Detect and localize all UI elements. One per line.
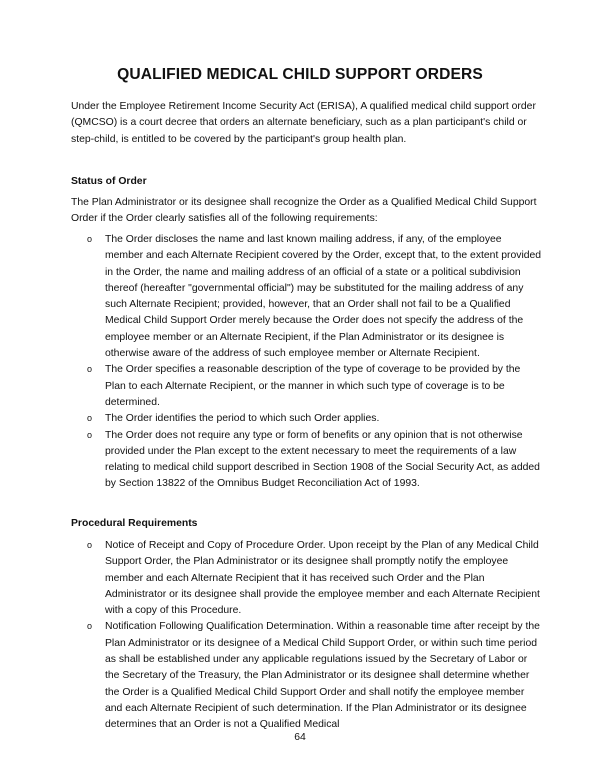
section-heading-procedural-requirements: Procedural Requirements bbox=[71, 518, 198, 529]
bullet-icon: o bbox=[87, 540, 93, 550]
bullet-icon: o bbox=[87, 621, 93, 632]
list-item bbox=[86, 232, 542, 362]
list-item bbox=[86, 411, 542, 427]
list-item-text: Notice of Receipt and Copy of Procedure Order. Upon receipt by the Plan of any Medical Child Support Order, the Plan Administrator or its designee shall promptly notify the employee member and each Alternate Recipient that it has received such Order and the Plan Administrator or its designee shall provide the employee member and each Alternate Recipient with a copy of this Procedure. bbox=[105, 540, 540, 617]
bullet-icon: o bbox=[87, 234, 93, 244]
intro-paragraph: Under the Employee Retirement Income Security Act (ERISA), A qualified medical child support order (QMCSO) is a court decree that orders an alternate beneficiary, such as a plan participant's child or step-child, is entitled to be covered by the participant's group health plan. bbox=[71, 101, 536, 145]
page-number: 64 bbox=[294, 732, 306, 743]
procedural-requirements-list bbox=[86, 538, 542, 734]
bullet-icon: o bbox=[87, 364, 93, 375]
bullet-icon: o bbox=[87, 429, 93, 440]
bullet-icon: o bbox=[87, 413, 93, 424]
page-title: QUALIFIED MEDICAL CHILD SUPPORT ORDERS bbox=[117, 66, 483, 83]
status-of-order-paragraph: The Plan Administrator or its designee shall recognize the Order as a Qualified Medical Child Support Order if the Order clearly satisfies all of the following requirements: bbox=[71, 197, 537, 225]
list-item-text: Notification Following Qualification Determination. Within a reasonable time after receipt by the Plan Administrator or its designee of a Medical Child Support Order, or within such time period as shall be established under any applicable regulations issued by the Secretary of Labor or the Secretary of the Treasury, the Plan Administrator or its designee shall determine whether the Order is a Qualified Medical Child Support Order and shall notify the employee member and each Alternate Recipient of such determination. If the Plan Administrator or its designee determines that an Order is not a Qualified Medical bbox=[105, 621, 540, 731]
list-item bbox=[86, 538, 542, 619]
list-item-text: The Order specifies a reasonable description of the type of coverage to be provided by the Plan to each Alternate Recipient, or the manner in which such type of coverage is to be determined. bbox=[105, 364, 521, 408]
list-item-text: The Order discloses the name and last known mailing address, if any, of the employee member and each Alternate Recipient covered by the Order, except that, to the extent provided in the Order, the name and mailing address of an official of a state or a political subdivision thereof (hereafter "governmental official") may be substituted for the mailing address of any such Alternate Recipient; provided, however, that an Order shall not fail to be a Qualified Medical Child Support Order merely because the Order does not specify the address of the employee member or an Alternate Recipient, if the Plan Administrator or its designee is otherwise aware of the address of such employee member or Alternate Recipient. bbox=[105, 234, 542, 360]
status-of-order-requirements-list bbox=[86, 232, 542, 493]
section-heading-status-of-order: Status of Order bbox=[71, 176, 147, 187]
list-item bbox=[86, 428, 542, 493]
list-item bbox=[86, 362, 542, 411]
list-item-text: The Order identifies the period to which such Order applies. bbox=[105, 413, 380, 425]
list-item bbox=[86, 619, 542, 733]
list-item-text: The Order does not require any type or form of benefits or any opinion that is not otherwise provided under the Plan except to the extent necessary to meet the requirements of a law relating to medical child support described in Section 1908 of the Social Security Act, as added by Section 13822 of the Omnibus Budget Reconciliation Act of 1993. bbox=[105, 429, 540, 490]
